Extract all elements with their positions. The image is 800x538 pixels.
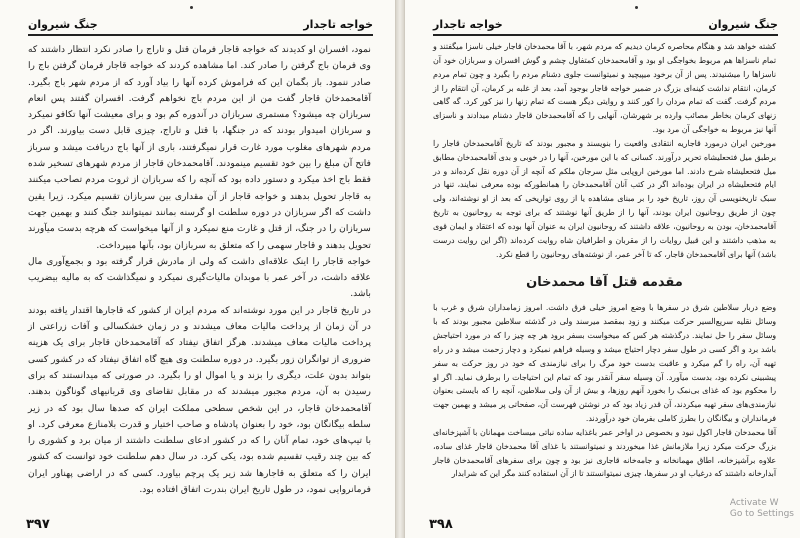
watermark-line: Activate W — [729, 498, 779, 508]
body-paragraph: کشته خواهد شد و هنگام محاصره کرمان دیدیم که مردم شهر، با آقا محمدخان قاجار خیلی ناسزا میگفتند و تمام ناسزاها هم مربوط بخواجگی او بود و آقامحمدخان کمتفاول چشم و گوش افسران و سربازان خود آن ناسزاها را میشنیدند. پس از آن برخود میپیچید و نمیتوانست جلوی دشنام مردم را بگیرد و چون تمام مردم کرمان، انتقام نداشت کینه‌ای بزرگ در ضمیر خواجه قاجار بوجود آمد، بعد از غلبه بر کرمان، آن انتقام را از مردم گرفت. گفت که تمام مردان را کور کنند و روایتی دیگر هست که تمام زنها را نیز کور کرد. گه گاهی زنهای کرمان بخاطر مصائب وارده بر شهرشان، آنهایی را که آقامحمدخان قاجار دشنام میدادند و ناسزای آنها نیز مربوط به خواجگی آن مرد بود. — [433, 42, 776, 135]
page-dot — [190, 6, 193, 9]
body-paragraph: آقا محمدخان قاجار اکول نبود و بخصوص در اواخر عمر باغذایه ساده نباتی میساخت مهمانان با آشپزخانه‌ای بزرگ حرکت میکرد زیرا ملازمانش غذا میخوردند و نمیتوانستند با غذای آقا محمدخان قاجار غذای ساده، علاوه برآشپزخانه، اطاق مهمانخانه و جامه‌خانه قاجاری نیز بود و چون برای سفرهای آقامحمدخان قاجار آبدارخانه داشتند که درغیاب او در سفرها، چیزی نمیتوانستند تا از آن استفاده کنند مگر این که شرابدار — [433, 427, 776, 479]
page-body — [28, 42, 371, 498]
header-right-text: جنگ شیروان — [708, 18, 778, 31]
body-paragraph: در تاریخ قاجار در این مورد نوشته‌اند که مردم ایران از کشور که قاجارها اقتدار یافته بودند در آن زمان از پرداخت مالیات معاف میشدند و در زمان خشکسالی و آفات زراعتی از پرداخت مالیات معاف میشدند. هرگز اتفاق نیفتاد که آقامحمدخان قاجار برای یک هزینه ضروری از توانگران زور بگیرد. در دوره سلطنت وی هیچ گاه اتفاق نیفتاد که در کشور کسی بتواند بدون علت، دیگری را بزند و یا اموال او را بگیرد. در صورتی که میدانستند که برای رسیدن به آن، مردم مجبور میشدند که در مقابل تقاضای وی قربانیهای گوناگون بدهند. آقامحمدخان قاجار، در این شخص سطحی مملکت ایران که صدها سال بود که در زیر سلطه بیگانگان بود، خود را بعنوان پادشاه و صاحب اختیار و قدرت بلامنازع معرفی کرد. او با تیپ‌های خود، تمام آنان را که در کشور ادعای سلطنت داشتند از میان برد و کشوری را که بین چند رقیب تقسیم شده بود، یکی کرد. در سال دهم سلطنت خود توانست که کشور ایران را که متعلق به قاجارها شد زیر یک پرچم بیاورد. کسی که در اراضی پهناور ایران فرمانروایی نمود، در طول تاریخ ایران بندرت اتفاق افتاده بود. — [28, 304, 371, 496]
header-right-text: خواجه تاجدار — [303, 18, 373, 31]
book-spine — [396, 0, 404, 538]
body-paragraph: وضع دربار سلاطین شرق در سفرها با وضع امروز خیلی فرق داشت. امروز زمامداران شرق و غرب با وسائل نقلیه سریع‌السیر حرکت میکنند و زود بمقصد میرسند ولی در گذشته سلاطین مجبور بودند که با وسائل سفر را حل نمایند. درگذشته هر کس که میخواست بسفر برود هر چه چیز را که در مورد احتیاجش باشد برد و اگر کسی در طول سفر دچار احتیاج میشد و وسیله فراهم نمیکرد و دچار زحمت میشد و در راه تهیه آن، راه را گم میکرد و عاقبت بدست خود مرگ را برای نیازمندی که خود در روز حرکت به سفر پیشبینی نکرده بود، بدست میآورد. آن وسیله سفر آنقدر بود که تمام این احتیاجات را برطرف نماید. اگر او را محکوم بود که غذای بی‌نمک را بخورد آنهم روزها، و بیش از آن ولی سلاطین، آنچه را که بایستی بعنوان نیازمندی‌های سفر تهیه میکردند، آن قدر زیاد بود که در نوشتن فهرست آن، صفحاتی پر میشد و بهمین جهت فرمانداران و بیگانگان را بطرز کاملی بفرمان خود درآوردند. — [433, 303, 776, 424]
page-body — [433, 40, 776, 481]
watermark-line: Go to Settings — [729, 509, 794, 519]
body-paragraph: نمود، افسران او کدیدند که خواجه قاجار فرمان قتل و تاراج را صادر نکرد انتظار داشتند که وی فرمان باج گرفتن را صادر کند. اما مشاهده کردند که خواجه قاجار فرمان گرفتن باج را صادر ننمود. باز بگمان این که فراموش کرده آنها را بیاد آورد که از مردم شهر باج بگیرد. آقامحمدخان قاجار گفت من از این مردم باج نخواهم گرفت. افسران گفتند پس انعام سربازان چه میشود؟ مستمری سربازان در آندوره کم بود و برای معیشت آنها تکافو نمیکرد و سربازان امیدوار بودند که در جنگها، با قتل و تاراج، چیزی قابل دست بیاورند. اگر در مردم شهرهای مغلوب مورد غارت قرار نمیگرفتند، باری از آنها باج دریافت میشد و سرباز فاتح آن مبلغ را بین خود تقسیم مینمودند. آقامحمدخان قاجار از مردم شهرهای تسخیر شده فقط باج اخذ میکرد و دستور داده بود که آنچه را که سربازان از ثروت مردم تصاحب میکنند به قاجار تحویل بدهند و خواجه قاجار از آن مقداری بین سربازان تقسیم میکرد. زیرا یقین داشت که اگر سربازان در دوره سلطنت او گرسنه بمانند نمیتوانند جنگ کنند و بهمین جهت سربازان را در جنگ، از قتل و غارت منع نمیکرد و از آنها میخواست که هرچه بدست میآورند تحویل بدهند و قاجار سهمی را که متعلق به سربازان بود، بآنها میپرداخت. — [28, 44, 371, 251]
page-header — [28, 12, 373, 36]
section-heading: مقدمه قتل آقا محمدخان — [526, 274, 683, 290]
header-left-text: خواجه تاجدار — [433, 18, 503, 31]
page-dot — [635, 6, 638, 9]
right-page — [404, 0, 800, 538]
page-number: ۳۹۸ — [429, 517, 453, 532]
page-number: ۳۹۷ — [26, 517, 50, 532]
left-page — [0, 0, 396, 538]
activation-watermark — [730, 498, 794, 520]
page-header — [433, 12, 778, 36]
body-paragraph: مورخین ایران درمورد قاجاریه انتقادی واقعیت را بنویسند و مجبور بودند که تاریخ آقامحمدخان قاجار را برطبق میل فتحعلیشاه تحریر درآورند. کسانی که با این مورخین، آنها را در خوبی و بدی آقامحمدخان مطابق میل فتحعلیشاه شرح دادند. اما مورخین اروپایی مثل سرجان ملکم که آنچه از آن دوره نقل کرده‌اند و در ایام فتحعلیشاه در ایران بوده‌اند اگر در کتب آنان آقامحمدخان را همانطورکه بوده معرفی نمایند، تنها در سبک تاریخنویسی آن روز، تاریخ خود را بر مبنای مشاهده یا از روی تواریخی که بعد از او نوشته‌اند، ولی چون از طریق روحانیون ایران بودند، آنها را از طریق آنها نوشتند که برای توجه به روحانیون به تاریخ آقامحمدخان، بودن به روحانیون، علاقه داشتند که روحانیون ایران به عنوان آنها بوده که اعتقاد و ایمان قوی به مذهب داشتند و این قبیل روایات را از مقربان و اطرافیان شاه روایت کرده‌اند (اگر این روایت درست باشد) آنها برای آقامحمدخان قاجار، که تا آخر عمر، از نوشته‌های روحانیون را قطع نکرد. — [433, 138, 776, 259]
header-left-text: جنگ شیروان — [28, 18, 98, 31]
body-paragraph: خواجه قاجار را اینک علاقه‌ای داشت که ولی از مادرش قرار گرفته بود و بجمع‌آوری مال علاقه داشت، در آخر عمر با موبدان مالیات‌گیری نمیکرد و نمیگذاشت که به مالیه بیضریب باشد. — [28, 255, 371, 300]
